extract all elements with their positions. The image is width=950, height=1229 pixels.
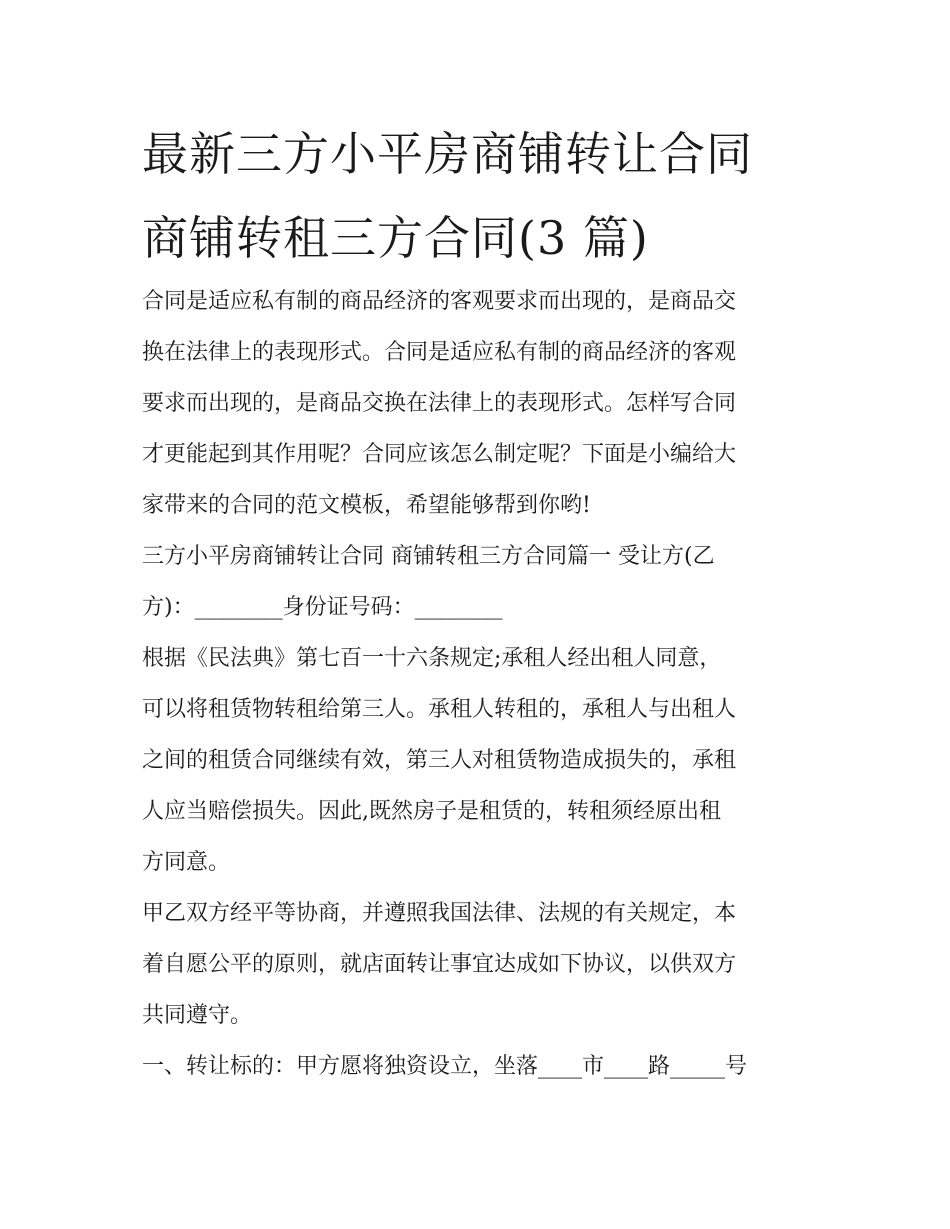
text-line: 合同是适应私有制的商品经济的客观要求而出现的，是商品交 <box>142 289 737 314</box>
title-line: 最新三方小平房商铺转让合同 <box>142 127 753 181</box>
text-line: 根据《民法典》第七百一十六条规定;承租人经出租人同意， <box>142 646 722 671</box>
text-line: 才更能起到其作用呢？合同应该怎么制定呢？下面是小编给大 <box>142 442 737 467</box>
text-line: 一、转让标的：甲方愿将独资设立，坐落____市____路_____号 <box>142 1054 748 1079</box>
agreement-paragraph <box>142 888 822 1041</box>
text-line: 共同遵守。 <box>142 1003 253 1028</box>
title-line: 商铺转租三方合同(3 篇) <box>142 211 649 265</box>
intro-paragraph <box>142 276 822 531</box>
text-line: 三方小平房商铺转让合同 商铺转租三方合同篇一 受让方(乙 <box>142 544 715 569</box>
contract-heading-paragraph <box>142 531 822 633</box>
document-title <box>142 112 822 280</box>
text-line: 人应当赔偿损失。因此,既然房子是租赁的，转租须经原出租 <box>142 799 721 824</box>
text-line: 甲乙双方经平等协商，并遵照我国法律、法规的有关规定，本 <box>142 901 737 926</box>
text-line: 方)：________身份证号码：________ <box>142 595 503 620</box>
legal-basis-paragraph <box>142 633 822 888</box>
text-line: 方同意。 <box>142 850 231 875</box>
text-line: 着自愿公平的原则，就店面转让事宜达成如下协议，以供双方 <box>142 952 737 977</box>
text-line: 换在法律上的表现形式。合同是适应私有制的商品经济的客观 <box>142 340 737 365</box>
document-body <box>142 276 822 1092</box>
text-line: 要求而出现的，是商品交换在法律上的表现形式。怎样写合同 <box>142 391 737 416</box>
text-line: 家带来的合同的范文模板，希望能够帮到你哟! <box>142 493 591 518</box>
text-line: 可以将租赁物转租给第三人。承租人转租的，承租人与出租人 <box>142 697 737 722</box>
clause-paragraph <box>142 1041 822 1092</box>
text-line: 之间的租赁合同继续有效，第三人对租赁物造成损失的，承租 <box>142 748 737 773</box>
